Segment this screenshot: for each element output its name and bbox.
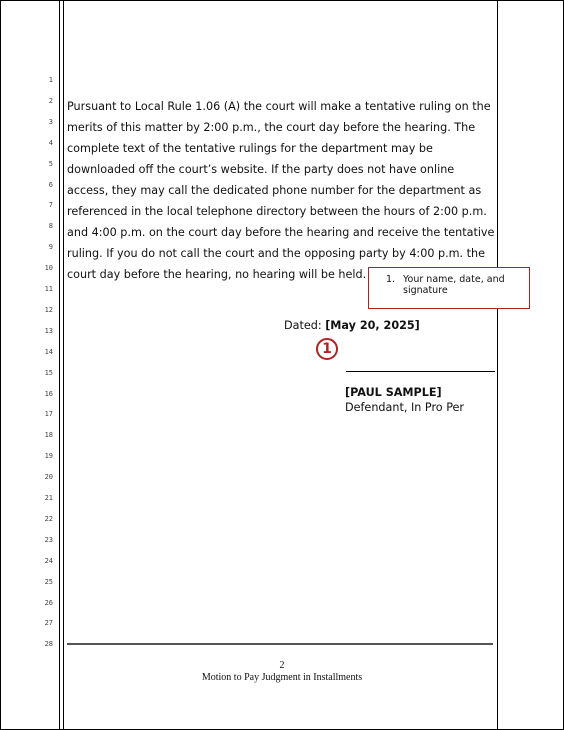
line-numbers	[1, 1, 57, 729]
callout-text: Your name, date, and signature	[403, 274, 505, 296]
line-number: 3	[48, 117, 53, 126]
line-number: 13	[44, 326, 53, 335]
signer-role: Defendant, In Pro Per	[345, 401, 465, 414]
line-number: 7	[48, 201, 53, 210]
line-number: 1	[48, 76, 53, 84]
line-number: 21	[44, 494, 53, 502]
footer-rule	[67, 643, 493, 645]
line-number: 11	[44, 285, 53, 293]
line-number: 20	[44, 473, 53, 482]
line-number: 4	[48, 138, 53, 147]
dated-value: [May 20, 2025]	[325, 319, 420, 332]
line-number: 16	[44, 389, 53, 398]
line-number: 15	[44, 368, 53, 377]
signature-line	[346, 371, 495, 372]
line-number: 26	[44, 598, 53, 607]
left-margin-line-inner	[63, 1, 64, 729]
left-margin-line	[59, 1, 60, 729]
line-number: 10	[44, 264, 53, 273]
line-number: 18	[44, 431, 53, 440]
body-paragraph: Pursuant to Local Rule 1.06 (A) the court will make a tentative ruling on the merits of this matter by 2:00 p.m., the court day before the hearing. The complete text of the tentative rulings for the department may be downloaded off the court’s website. If the party does not have online access, they may call the dedicated phone number for the department as referenced in the local telephone directory between the hours of 2:00 p.m. and 4:00 p.m. on the court day before the hearing and receive the tentative ruling. If you do not call the court and the opposing party by 4:00 p.m. the court day before the hearing, no hearing will be held.	[67, 100, 495, 281]
line-number: 14	[44, 347, 53, 356]
line-number: 25	[44, 577, 53, 586]
line-number: 9	[48, 243, 53, 252]
line-number: 23	[44, 535, 53, 544]
line-number: 28	[44, 640, 53, 649]
line-number: 6	[48, 180, 53, 189]
line-number: 22	[44, 514, 53, 523]
signer-name: [PAUL SAMPLE]	[345, 386, 442, 399]
line-number: 2	[48, 96, 53, 105]
line-number: 24	[44, 556, 53, 565]
callout-number: 1.	[386, 274, 396, 285]
line-number: 5	[48, 159, 53, 168]
footer-title: Motion to Pay Judgment in Installments	[201, 672, 363, 683]
line-number: 19	[44, 452, 53, 461]
dated-label: Dated:	[284, 319, 322, 332]
signature-marker-icon: 1	[316, 338, 338, 360]
right-margin-line	[497, 1, 498, 729]
line-number: 8	[48, 222, 53, 231]
line-number: 12	[44, 305, 53, 314]
page-number: 2	[279, 660, 285, 671]
dated-line	[284, 319, 420, 332]
line-number: 27	[44, 619, 53, 628]
line-number: 17	[44, 410, 53, 419]
instruction-callout	[368, 267, 530, 309]
